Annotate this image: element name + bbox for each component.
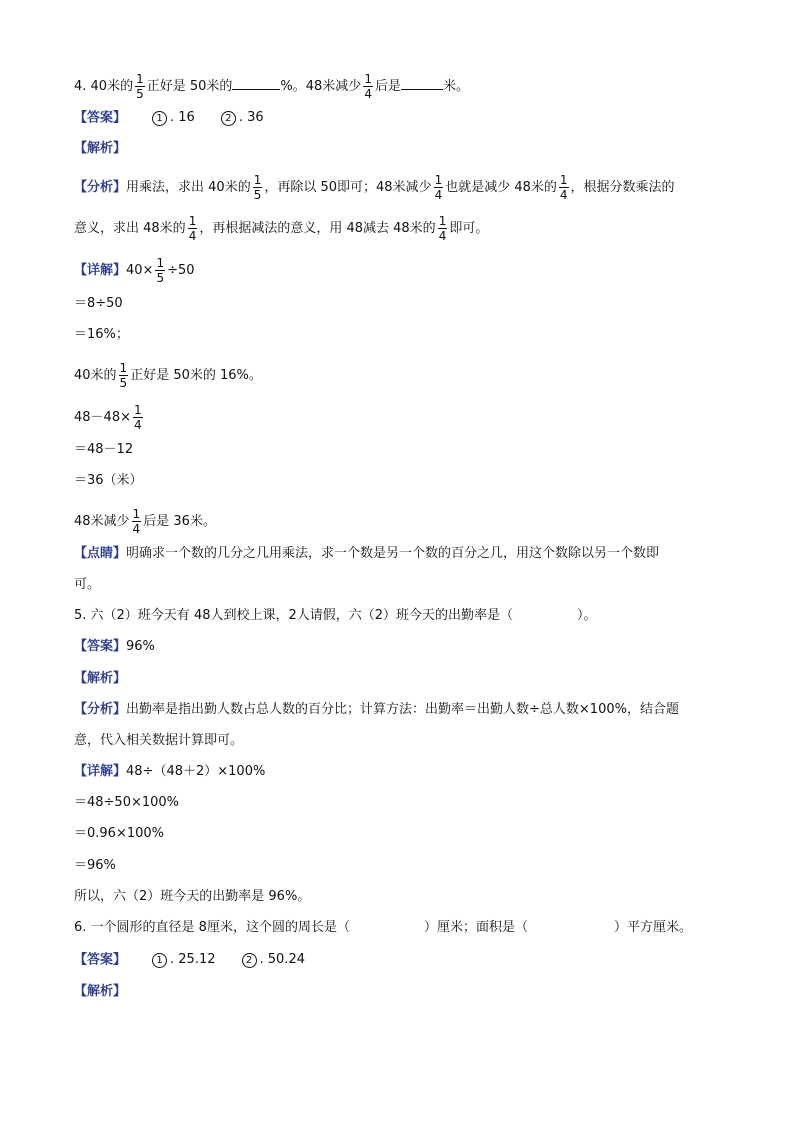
- q6-question: 6. 一个圆形的直径是 8厘米，这个圆的周长是（ ）厘米；面积是（ ）平方厘米。: [74, 920, 692, 935]
- fraction: $\frac{1}{4}$: [364, 72, 372, 101]
- answer-label: 【答案】: [74, 639, 127, 654]
- q5-analysis-line1: 【分析】出勤率是指出勤人数占总人数的百分比；计算方法：出勤率＝出勤人数÷总人数×100%，结合题: [74, 702, 679, 717]
- fraction: $\frac{1}{4}$: [559, 173, 568, 202]
- q4-detail-line1: 【详解】40× $\frac{1}{5}$ ÷50: [74, 256, 195, 285]
- q5-detail-line4: ＝96%: [74, 858, 116, 873]
- q5-question: 5. 六（2）班今天有 48人到校上课，2人请假，六（2）班今天的出勤率是（ ）。: [74, 608, 597, 623]
- circled-number: 2: [221, 111, 236, 126]
- q4-detail-line7: ＝36（米）: [74, 473, 143, 488]
- answer-blank[interactable]: [401, 77, 443, 90]
- q6-jiexi-label: 【解析】: [74, 984, 127, 999]
- q4-point-line2: 可。: [74, 577, 101, 592]
- q5-detail-line1: 【详解】48÷（48＋2）×100%: [74, 764, 266, 779]
- circled-number: 1: [152, 111, 167, 126]
- answer-value: . 50.24: [259, 952, 305, 967]
- q5-jiexi-label: 【解析】: [74, 671, 127, 686]
- q4-text: 4. 40米的: [74, 79, 134, 94]
- fraction: $\frac{1}{5}$: [136, 72, 144, 101]
- fraction: $\frac{1}{4}$: [132, 507, 141, 536]
- fraction: $\frac{1}{4}$: [434, 173, 443, 202]
- q4-detail-line3: ＝16%；: [74, 327, 129, 342]
- q5-detail-line2: ＝48÷50×100%: [74, 795, 180, 810]
- fraction: $\frac{1}{5}$: [156, 256, 165, 285]
- q4-text: %。48米减少: [280, 79, 362, 94]
- fraction: $\frac{1}{5}$: [119, 361, 128, 390]
- q4-detail-line6: ＝48－12: [74, 442, 134, 457]
- q6-answer: [74, 950, 305, 971]
- answer-value: . 25.12: [170, 952, 216, 967]
- answer-label: 【答案】: [74, 952, 127, 968]
- answer-value: . 36: [238, 110, 264, 125]
- q4-answer: [74, 108, 264, 129]
- answer-value: 96%: [126, 639, 155, 654]
- fraction: $\frac{1}{4}$: [188, 214, 197, 243]
- q4-detail-line8: 48米减少 $\frac{1}{4}$ 后是 36米。: [74, 507, 216, 536]
- q4-text: 后是: [374, 79, 401, 94]
- q4-analysis-line1: 【分析】用乘法，求出 40米的 $\frac{1}{5}$ ，再除以 50即可；48米减少 $\frac{1}{4}$ 也就是减少 48米的 $\frac{1}{4}$ ，根据分数乘法的: [74, 173, 675, 202]
- fraction: $\frac{1}{4}$: [133, 403, 142, 432]
- q5-detail-line5: 所以，六（2）班今天的出勤率是 96%。: [74, 889, 311, 904]
- answer-label: 【答案】: [74, 110, 127, 126]
- q4-detail-line4: 40米的 $\frac{1}{5}$ 正好是 50米的 16%。: [74, 361, 262, 390]
- q5-answer: [74, 637, 155, 657]
- fraction: $\frac{1}{5}$: [253, 173, 262, 202]
- q5-detail-line3: ＝0.96×100%: [74, 826, 165, 841]
- q4-jiexi-label: 【解析】: [74, 141, 127, 156]
- q4-analysis-line2: 意义，求出 48米的 $\frac{1}{4}$ ，再根据减法的意义，用 48减去 48米的 $\frac{1}{4}$ 即可。: [74, 214, 489, 243]
- circled-number: 2: [242, 953, 257, 968]
- analysis-label: 【分析】: [74, 702, 127, 717]
- q4-text: 正好是 50米的: [146, 79, 233, 94]
- analysis-label: 【分析】: [74, 180, 127, 195]
- q5-analysis-line2: 意，代入相关数据计算即可。: [74, 733, 244, 748]
- answer-blank[interactable]: [232, 77, 280, 90]
- point-label: 【点睛】: [74, 546, 127, 561]
- q4-detail-line5: 48－48× $\frac{1}{4}$: [74, 403, 142, 432]
- answer-value: . 16: [170, 110, 195, 125]
- q4-question: [74, 72, 469, 101]
- fraction: $\frac{1}{4}$: [438, 214, 447, 243]
- detail-label: 【详解】: [74, 263, 127, 278]
- circled-number: 1: [152, 953, 167, 968]
- q4-detail-line2: ＝8÷50: [74, 296, 123, 311]
- q4-text: 米。: [442, 79, 469, 94]
- q4-point-line1: 【点睛】明确求一个数的几分之几用乘法，求一个数是另一个数的百分之几，用这个数除以另一个数即: [74, 546, 660, 561]
- detail-label: 【详解】: [74, 764, 127, 779]
